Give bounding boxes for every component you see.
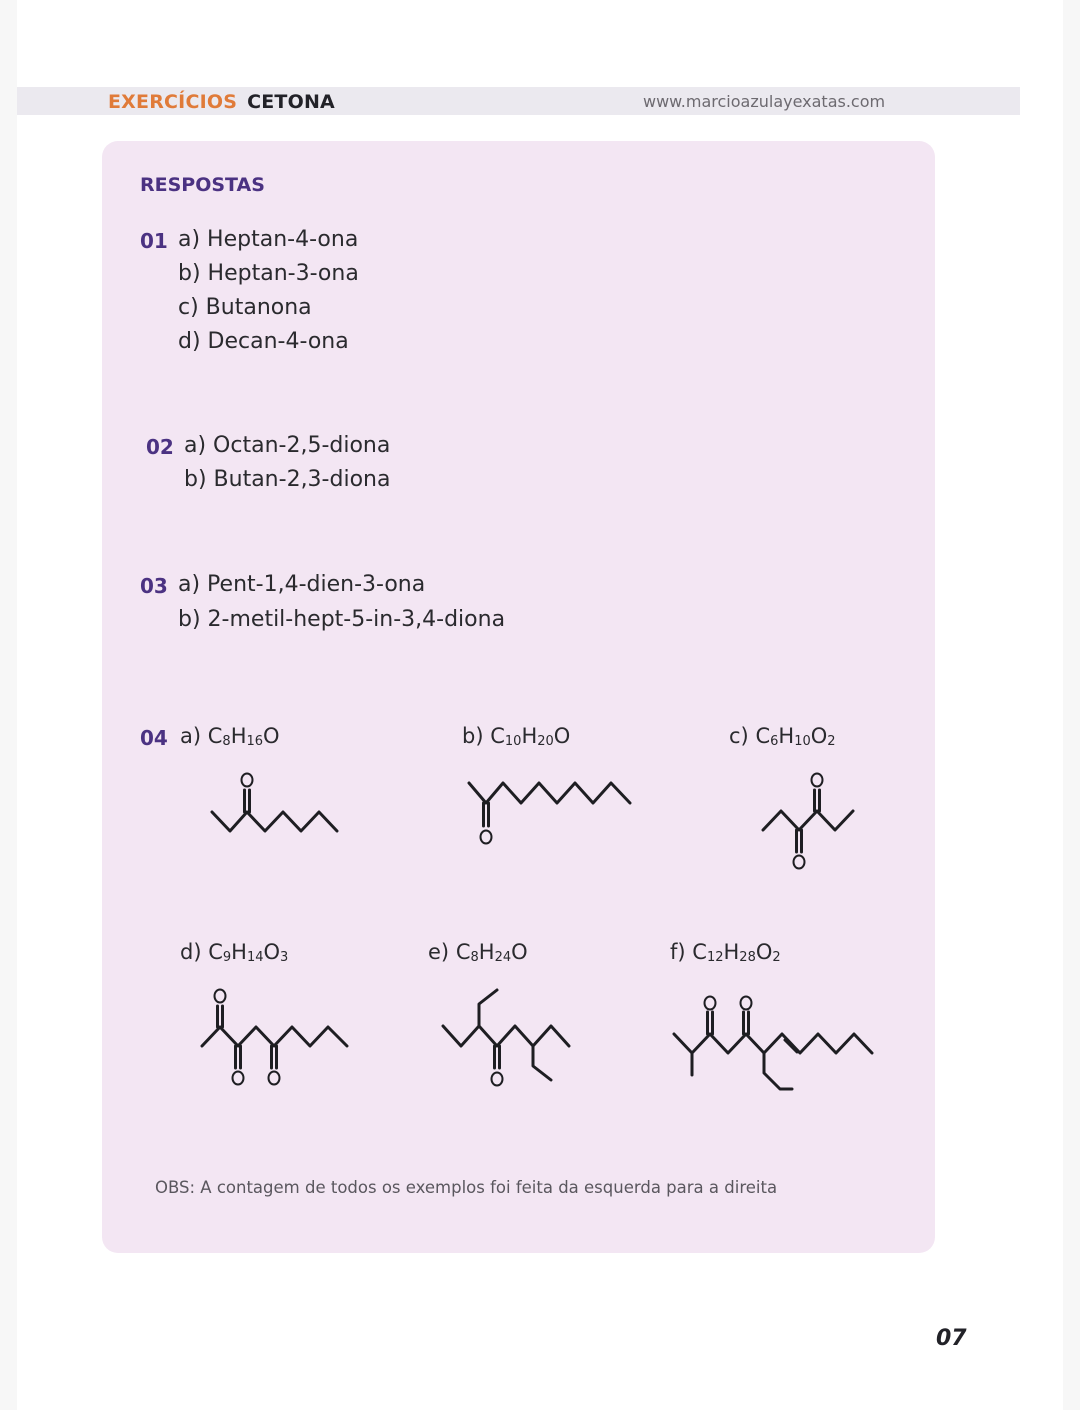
answer-03-a: a) Pent-1,4-dien-3-ona (178, 572, 426, 597)
skeletal-structure-f (674, 997, 872, 1090)
molecular-formula: $C_8H_{16}O$ (207, 724, 280, 749)
question-number-02: 02 (146, 435, 174, 459)
structure-label: c) (729, 724, 749, 748)
structure-label: d) (180, 940, 202, 964)
answer-02-a: a) Octan-2,5-diona (184, 433, 391, 458)
structure-label: a) (180, 724, 202, 748)
molecular-formula: $C_6H_{10}O_2$ (755, 724, 836, 749)
answer-03-b: b) 2-metil-hept-5-in-3,4-diona (178, 607, 506, 632)
header-website: www.marcioazulayexatas.com (643, 92, 886, 111)
answer-01-a: a) Heptan-4-ona (178, 227, 359, 252)
page-number: 07 (936, 1326, 967, 1351)
molecular-formula: $C_{12}H_{28}O_2$ (692, 940, 781, 965)
header-title-main: CETONA (247, 91, 335, 113)
answer-01-d: d) Decan-4-ona (178, 329, 349, 354)
skeletal-structure-e (443, 990, 569, 1086)
structure-label: b) (462, 724, 484, 748)
answer-02-b: b) Butan-2,3-diona (184, 467, 391, 492)
skeletal-structure-c (763, 774, 853, 869)
structure-label: e) (428, 940, 450, 964)
molecular-formula: $C_9H_{14}O_3$ (208, 940, 289, 965)
question-number-01: 01 (140, 229, 168, 253)
section-title: RESPOSTAS (140, 174, 265, 196)
structure-label: f) (670, 940, 686, 964)
observation-note: OBS: A contagem de todos os exemplos foi feita da esquerda para a direita (155, 1178, 778, 1197)
question-number-03: 03 (140, 574, 168, 598)
molecular-formula: $C_8H_{24}O$ (455, 940, 528, 965)
molecular-formula: $C_{10}H_{20}O$ (490, 724, 571, 749)
skeletal-structure-a (212, 774, 337, 832)
answer-01-c: c) Butanona (178, 295, 312, 320)
question-number-04: 04 (140, 726, 168, 750)
answer-01-b: b) Heptan-3-ona (178, 261, 359, 286)
header-title-accent: EXERCÍCIOS (108, 91, 238, 113)
skeletal-structure-b (469, 783, 630, 844)
skeletal-structure-d (202, 990, 347, 1085)
